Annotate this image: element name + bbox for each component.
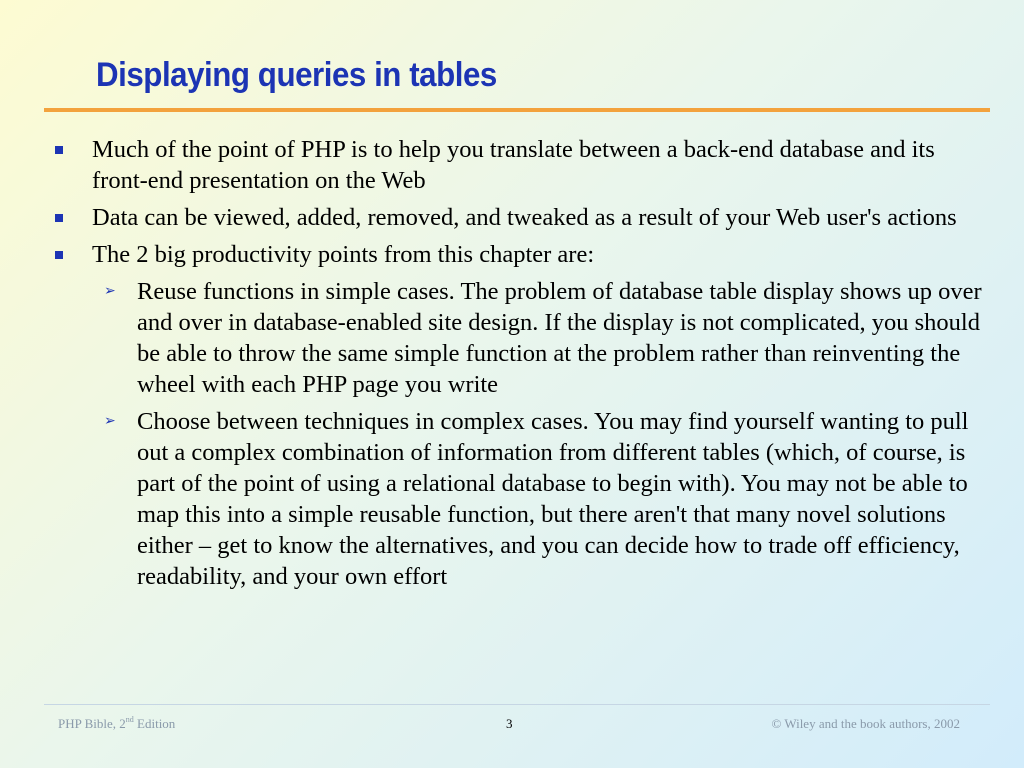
chevron-right-icon: ➢ [104,413,116,429]
sub-bullet-item [0,276,1024,400]
square-bullet-icon [55,146,63,154]
bullet-text: Data can be viewed, added, removed, and tweaked as a result of your Web user's actions [92,204,957,231]
title-underline [44,108,990,112]
bullet-item [0,134,1024,196]
chevron-right-icon: ➢ [104,283,116,299]
footer-copyright: © Wiley and the book authors, 2002 [771,716,960,731]
footer-book-prefix: PHP Bible, 2 [58,716,126,731]
square-bullet-icon [55,251,63,259]
sub-bullet-text: Reuse functions in simple cases. The problem of database table display shows up over and over in database-enabled site design. If the display is not complicated, you should be able to throw the same simple function at the problem rather than reinventing the wheel with each PHP page you write [137,278,982,398]
footer-divider [44,704,990,705]
slide-body [0,134,1024,598]
bullet-text: Much of the point of PHP is to help you translate between a back-end database and its front-end presentation on the Web [92,136,935,194]
footer-book-suffix: Edition [133,716,176,731]
bullet-item [0,202,1024,233]
bullet-item [0,239,1024,270]
page-number: 3 [506,716,513,731]
footer-book-superscript: nd [125,715,134,724]
bullet-text: The 2 big productivity points from this chapter are: [92,241,595,268]
sub-bullet-text: Choose between techniques in complex cases. You may find yourself wanting to pull out a complex combination of information from different tables (which, of course, is part of the point of using a relational database to begin with). You may not be able to map this into a simple reusable function, but there aren't that many novel solutions either – get to know the alternatives, and you can decide how to trade off efficiency, readability, and your own effort [137,408,969,590]
square-bullet-icon [55,214,63,222]
footer-book-title [58,716,175,732]
slide-title: Displaying queries in tables [96,56,497,94]
sub-bullet-item [0,406,1024,592]
